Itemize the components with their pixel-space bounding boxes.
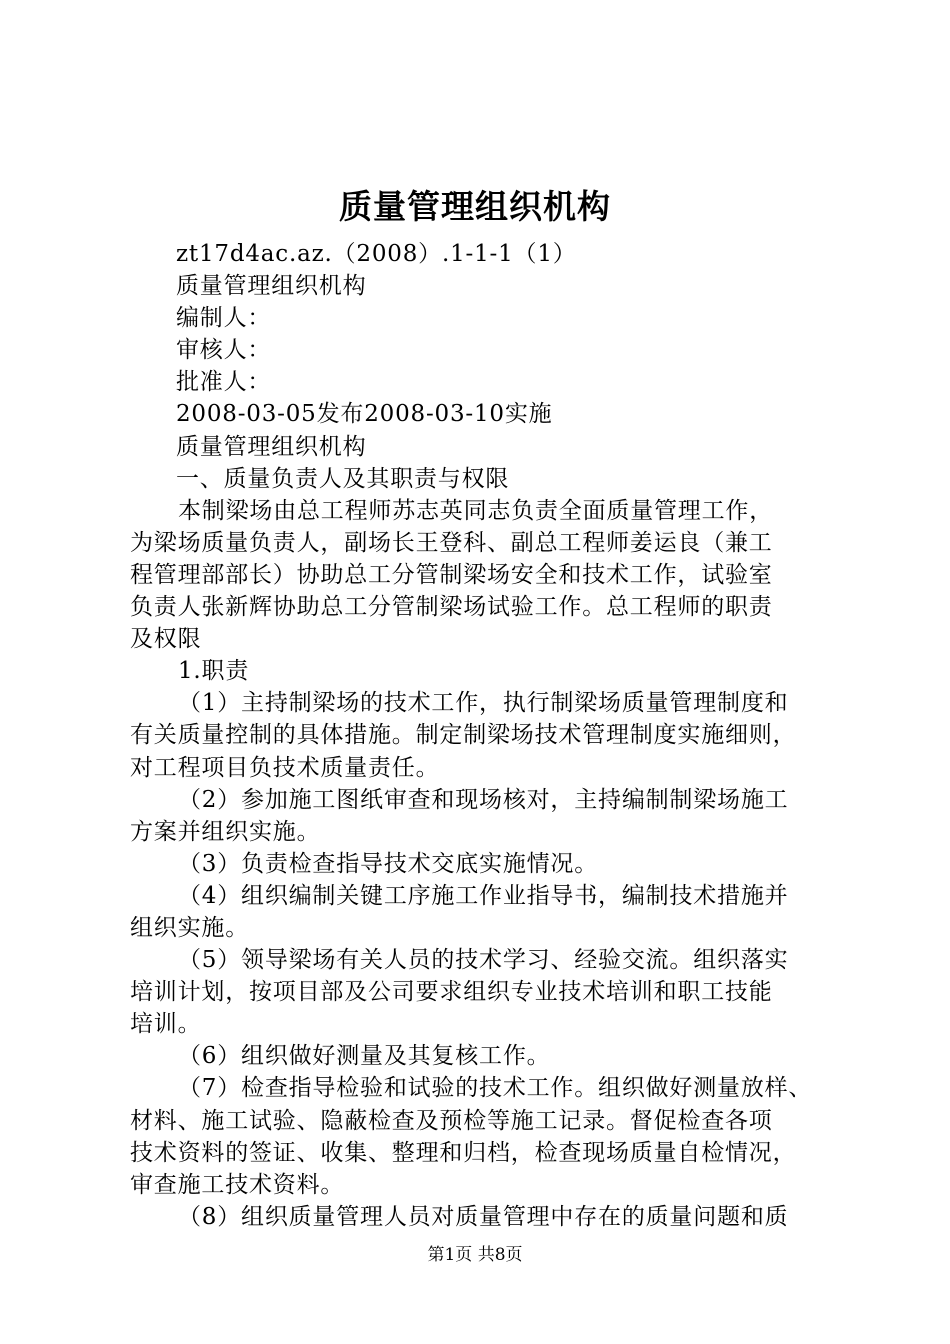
paragraph-line: 审查施工技术资料。 [130,1171,345,1198]
paragraph-line: （3）负责检查指导技术交底实施情况。 [178,850,599,877]
paragraph-line: 技术资料的签证、收集、整理和归档，检查现场质量自检情况， [130,1139,797,1166]
paragraph-line: （5）领导梁场有关人员的技术学习、经验交流。组织落实 [178,947,789,974]
doc-subtitle-line: 质量管理组织机构 [176,273,367,300]
paragraph-line: （8）组织质量管理人员对质量管理中存在的质量问题和质 [178,1203,789,1230]
document-title: 质量管理组织机构 [339,187,611,226]
heading-line: 一、质量负责人及其职责与权限 [176,465,510,492]
date-line: 2008-03-05发布2008-03-10实施 [176,401,553,428]
paragraph-line: （4）组织编制关键工序施工作业指导书，编制技术措施并 [178,882,789,909]
paragraph-line: 负责人张新辉协助总工分管制梁场试验工作。总工程师的职责 [130,594,773,621]
paragraph-line: 程管理部部长）协助总工分管制梁场安全和技术工作，试验室 [130,561,773,588]
reviewer-line: 审核人： [176,337,272,364]
paragraph-line: （6）组织做好测量及其复核工作。 [178,1043,551,1070]
paragraph-line: 对工程项目负技术质量责任。 [130,754,440,781]
document-body [130,238,830,1233]
paragraph-line: （1）主持制梁场的技术工作，执行制梁场质量管理制度和 [178,690,789,717]
paragraph-line: 本制梁场由总工程师苏志英同志负责全面质量管理工作， [178,497,773,524]
paragraph-line: （2）参加施工图纸审查和现场核对，主持编制制梁场施工 [178,786,789,813]
page-footer: 第1页 共8页 [427,1245,523,1265]
editor-line: 编制人： [176,305,272,332]
subheading-line: 1.职责 [178,658,250,685]
paragraph-line: （7）检查指导检验和试验的技术工作。组织做好测量放样、 [178,1075,813,1102]
paragraph-line: 材料、施工试验、隐蔽检查及预检等施工记录。督促检查各项 [130,1107,773,1134]
paragraph-line: 及权限 [130,626,202,653]
paragraph-line: 培训。 [130,1011,202,1038]
paragraph-line: 为梁场质量负责人，副场长王登科、副总工程师姜运良（兼工 [130,529,773,556]
paragraph-line: 方案并组织实施。 [130,818,321,845]
paragraph-line: 组织实施。 [130,914,249,941]
paragraph-line: 有关质量控制的具体措施。制定制梁场技术管理制度实施细则， [130,722,797,749]
paragraph-line: 培训计划，按项目部及公司要求组织专业技术培训和职工技能 [130,979,773,1006]
section-title-line: 质量管理组织机构 [176,433,367,460]
approver-line: 批准人： [176,369,272,396]
doc-code-line: zt17d4ac.az.（2008）.1-1-1（1） [176,241,577,267]
